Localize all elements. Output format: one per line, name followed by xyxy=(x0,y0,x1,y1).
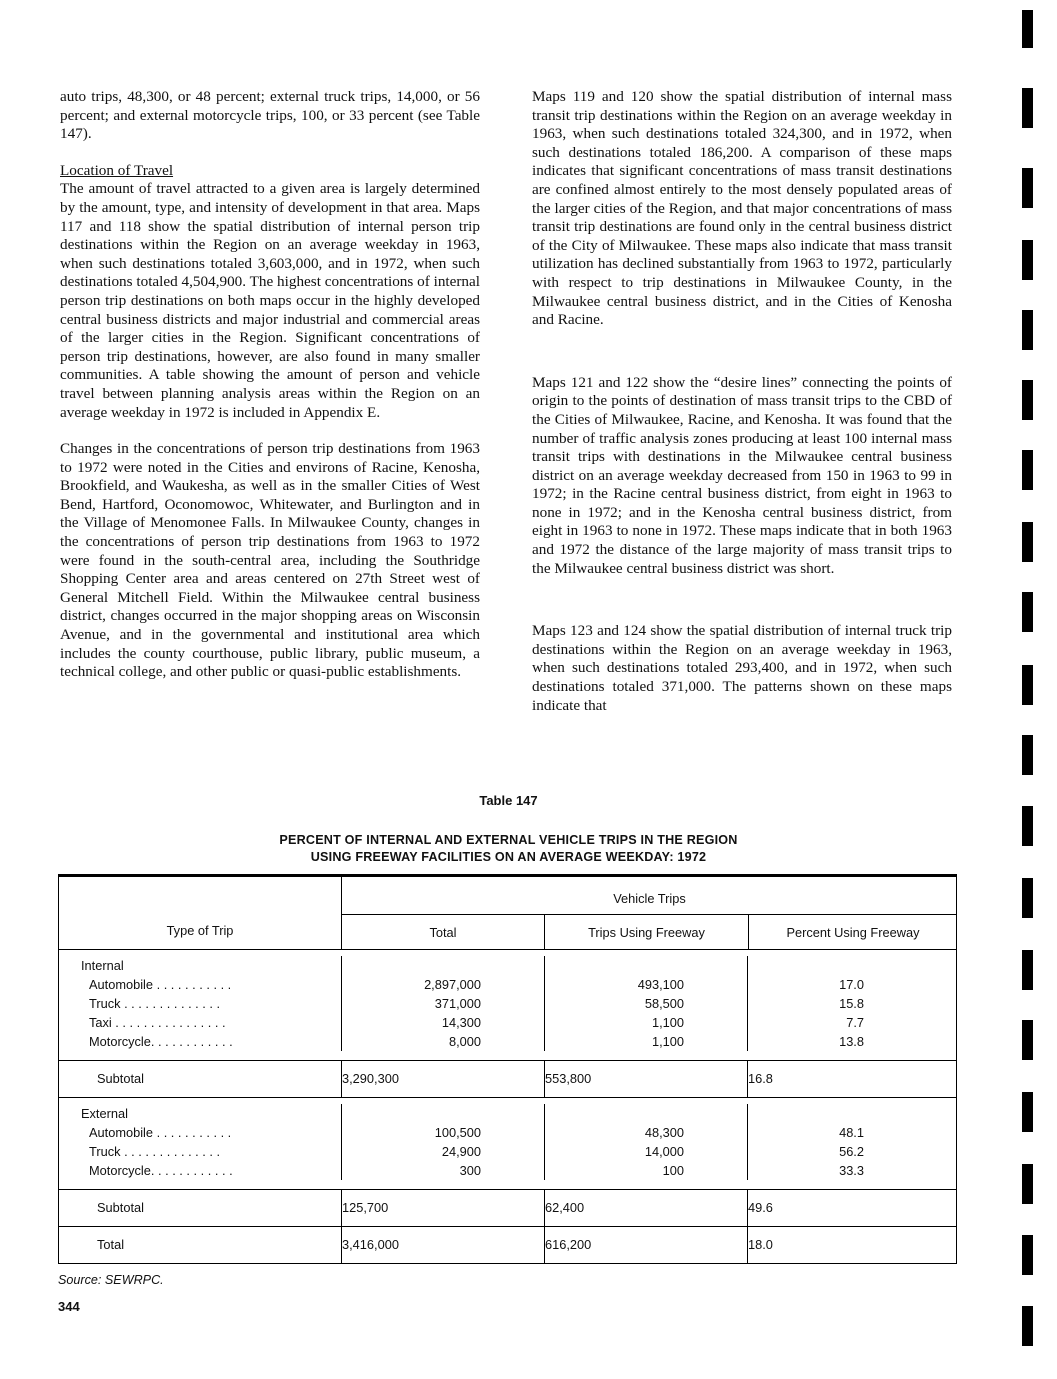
cell-freeway: 616,200 xyxy=(544,1227,747,1263)
cell-freeway: 48,300 xyxy=(544,1123,747,1142)
cell-freeway: 553,800 xyxy=(544,1061,747,1097)
cell-percent: 15.8 xyxy=(747,994,956,1013)
cell-percent: 48.1 xyxy=(747,1123,956,1142)
group-heading-internal: Internal xyxy=(81,958,124,973)
page-number: 344 xyxy=(58,1299,80,1314)
group-heading-external: External xyxy=(81,1106,128,1121)
table-title xyxy=(0,832,1017,866)
row-label: Automobile . . . . . . . . . . . xyxy=(89,977,232,992)
subtotal-row-external xyxy=(59,1189,956,1226)
group-header: Vehicle Trips xyxy=(342,877,957,915)
row-label: Truck . . . . . . . . . . . . . . xyxy=(89,1144,221,1159)
cell-total: 3,416,000 xyxy=(341,1227,544,1263)
row-label: Total xyxy=(97,1237,125,1252)
right-text-column xyxy=(532,88,952,733)
table-row xyxy=(59,1032,956,1051)
left-text-column xyxy=(60,88,480,700)
row-label: Motorcycle. . . . . . . . . . . . xyxy=(89,1163,233,1178)
data-table xyxy=(58,874,957,1264)
cell-total: 3,290,300 xyxy=(341,1061,544,1097)
cell-total: 14,300 xyxy=(341,1013,544,1032)
paragraph: Maps 119 and 120 show the spatial distribution of internal mass transit trip destinations within the Region on an average weekday in 1963, when such destinations totaled 324,300, and in 1972, when such destinations totaled 186,200. A comparison of these maps indicates that significant concentrations of mass transit destinations are confined almost entirely to the most densely populated areas of the larger cities of the Region, and that major concentrations of mass transit trip destinations are found only in the central business district of the City of Milwaukee. These maps also indicate that mass transit utilization has declined substantially from 1963 to 1972, particularly with respect to trip destinations in Milwaukee County, in the Milwaukee central business district, and in the Cities of Kenosha and Racine. xyxy=(532,88,952,329)
margin-bars-decoration xyxy=(1022,0,1034,1379)
cell-percent: 18.0 xyxy=(747,1227,956,1263)
table-label: Table 147 xyxy=(479,793,538,808)
cell-percent: 49.6 xyxy=(747,1190,956,1226)
margin-bar xyxy=(1022,1164,1033,1204)
paragraph: The amount of travel attracted to a given area is largely determined by the amount, type, and intensity of development in that area. Maps 117 and 118 show the spatial distribution of internal person trip destinations within the Region on an average weekday in 1963, when such destinations totaled 3,603,000, and in 1972, when such destinations totaled 4,504,900. The highest concentrations of internal person trip destinations on both maps occur in the highly developed central business districts and major industrial and commercial areas of the larger cities in the Region. Significant concentrations of person trip destinations, however, are also found in many smaller communities. A table showing the amount of person and vehicle travel between planning analysis areas within the Region on an average weekday in 1972 is included in Appendix E. xyxy=(60,180,480,421)
cell-percent: 13.8 xyxy=(747,1032,956,1051)
cell-freeway: 62,400 xyxy=(544,1190,747,1226)
cell-percent: 56.2 xyxy=(747,1142,956,1161)
table-row xyxy=(59,994,956,1013)
table-header xyxy=(59,877,956,949)
table-title-line: USING FREEWAY FACILITIES ON AN AVERAGE WEEKDAY: 1972 xyxy=(310,850,707,864)
margin-bar xyxy=(1022,522,1033,562)
cell-total: 125,700 xyxy=(341,1190,544,1226)
margin-bar xyxy=(1022,950,1033,990)
cell-freeway: 14,000 xyxy=(544,1142,747,1161)
cell-freeway: 1,100 xyxy=(544,1032,747,1051)
row-label: Taxi . . . . . . . . . . . . . . . . xyxy=(89,1015,226,1030)
margin-bar xyxy=(1022,665,1033,705)
paragraph: Maps 121 and 122 show the “desire lines” connecting the points of origin to the points of destination of mass transit trips to the CBD of the Cities of Milwaukee, Racine, and Kenosha. It was found that the number of traffic analysis zones producing at least 100 internal mass transit trips with destinations in the Milwaukee central business district on an average weekday decreased from 150 in 1963 to 99 in 1972; in the Racine central business district, from eight in 1963 to none in 1972; and in the Kenosha central business district, from eight in 1963 to none in 1972. These maps indicate that in both 1963 and 1972 the distance of the large majority of mass transit trips to the Milwaukee central business district was short. xyxy=(532,373,952,577)
row-label: Subtotal xyxy=(97,1071,144,1086)
margin-bar xyxy=(1022,380,1033,420)
margin-bar xyxy=(1022,1235,1033,1275)
internal-block xyxy=(59,949,956,1060)
column-header-freeway: Trips Using Freeway xyxy=(544,915,748,949)
paragraph: Changes in the concentrations of person trip destinations from 1963 to 1972 were noted in the Cities and environs of Racine, Kenosha, Brookfield, and Waukesha, as well as in the smaller Cities of West Bend, Hartford, Oconomowoc, Whitewater, and Burlington and in the Village of Menomonee Falls. In Milwaukee County, changes in the concentrations of person trip destinations from 1963 to 1972 were found in the south-central area, including the Southridge Shopping Center area and areas centered on 27th Street west of General Mitchell Field. Within the Milwaukee central business district, changes occurred in the major shopping areas on Wisconsin Avenue, and in the governmental and institutional area which includes the county courthouse, public library, public museum, a technical college, and other public or quasi-public establishments. xyxy=(60,440,480,681)
margin-bar xyxy=(1022,450,1033,490)
margin-bar xyxy=(1022,1092,1033,1132)
row-label: Truck . . . . . . . . . . . . . . xyxy=(89,996,221,1011)
margin-bar xyxy=(1022,88,1033,128)
table-title-line: PERCENT OF INTERNAL AND EXTERNAL VEHICLE TRIPS IN THE REGION xyxy=(279,833,738,847)
cell-freeway: 100 xyxy=(544,1161,747,1180)
margin-bar xyxy=(1022,240,1033,280)
cell-total: 100,500 xyxy=(341,1123,544,1142)
table-row xyxy=(59,975,956,994)
row-label: Subtotal xyxy=(97,1200,144,1215)
margin-bar xyxy=(1022,310,1033,350)
margin-bar xyxy=(1022,735,1033,775)
column-header-total: Total xyxy=(429,924,457,940)
margin-bar xyxy=(1022,806,1033,846)
cell-total: 24,900 xyxy=(341,1142,544,1161)
cell-percent: 7.7 xyxy=(747,1013,956,1032)
margin-bar xyxy=(1022,592,1033,632)
margin-bar xyxy=(1022,878,1033,918)
paragraph: Maps 123 and 124 show the spatial distribution of internal truck trip destinations within the Region on an average weekday in 1963, when such destinations totaled 293,400, and in 1972, when such destinations totaled 371,000. The patterns shown on these maps indicate that xyxy=(532,622,952,714)
cell-freeway: 1,100 xyxy=(544,1013,747,1032)
cell-total: 2,897,000 xyxy=(341,975,544,994)
cell-percent: 33.3 xyxy=(747,1161,956,1180)
margin-bar xyxy=(1022,10,1033,48)
table-row xyxy=(59,1123,956,1142)
row-label: Motorcycle. . . . . . . . . . . . xyxy=(89,1034,233,1049)
table-row xyxy=(59,1142,956,1161)
subtotal-row-internal xyxy=(59,1060,956,1097)
external-block xyxy=(59,1097,956,1189)
cell-percent: 17.0 xyxy=(747,975,956,994)
paragraph: auto trips, 48,300, or 48 percent; external truck trips, 14,000, or 56 percent; and external motorcycle trips, 100, or 33 percent (see Table 147). xyxy=(60,88,480,143)
section-heading: Location of Travel xyxy=(60,161,174,179)
column-header-percent: Percent Using Freeway xyxy=(748,915,957,949)
table-source-note: Source: SEWRPC. xyxy=(58,1273,164,1287)
cell-percent: 16.8 xyxy=(747,1061,956,1097)
row-label: Automobile . . . . . . . . . . . xyxy=(89,1125,232,1140)
table-row xyxy=(59,1161,956,1180)
table-row xyxy=(59,1013,956,1032)
margin-bar xyxy=(1022,1020,1033,1060)
cell-total: 371,000 xyxy=(341,994,544,1013)
column-group-vehicle-trips xyxy=(341,877,957,949)
margin-bar xyxy=(1022,1306,1033,1346)
cell-freeway: 58,500 xyxy=(544,994,747,1013)
total-row xyxy=(59,1226,956,1263)
column-header-type: Type of Trip xyxy=(166,923,234,938)
cell-total: 300 xyxy=(341,1161,544,1180)
cell-freeway: 493,100 xyxy=(544,975,747,994)
cell-total: 8,000 xyxy=(341,1032,544,1051)
margin-bar xyxy=(1022,168,1033,208)
